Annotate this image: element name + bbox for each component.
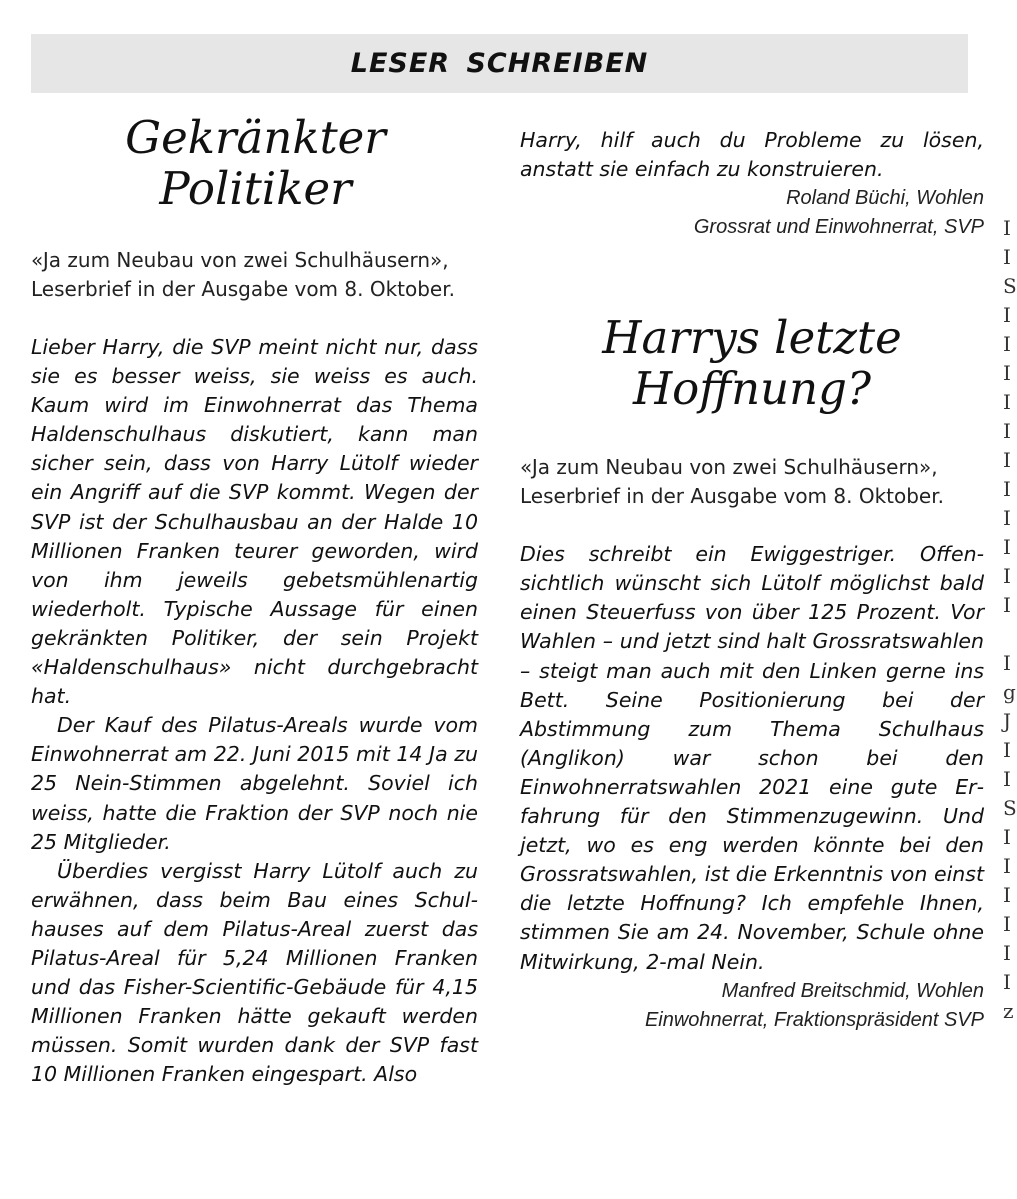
letter2-signature-name: Manfred Breitschmid, Wohlen <box>721 979 984 1002</box>
letter1-paragraph-2: Der Kauf des Pilatus-Areals wurde vom Einwohnerrat am 22. Juni 2015 mit 14 Ja zu 25 Nein-Stimmen abgelehnt. Soviel ich weiss, hatte die Fraktion der SVP noch nie 25 Mitglieder. <box>31 713 478 854</box>
letter1-signature-role: Grossrat und Einwohnerrat, SVP <box>693 216 984 239</box>
letter-politiker <box>31 112 478 1089</box>
section-title: LESER SCHREIBEN <box>350 48 649 79</box>
letter2-headline-line2: Hoffnung? <box>632 362 872 416</box>
letter2-signature-role: Einwohnerrat, Fraktionspräsident SVP <box>644 1008 984 1031</box>
letter2-headline-line1: Harrys letzte <box>602 311 902 365</box>
letter1-continuation: Harry, hilf auch du Probleme zu lösen, anstatt sie einfach zu konstruieren. <box>520 128 984 182</box>
letter1-paragraph-1: Lieber Harry, die SVP meint nicht nur, dass sie es besser weiss, sie weiss es auch. Kaum wird im Einwohnerrat das Thema Haldenschulhaus diskutiert, kann man sicher sein, dass von Harry Lütolf wieder ein Angriff auf die SVP kommt. Wegen der SVP ist der Schulhausbau an der Halde 10 Millionen Franken teurer geworden, wird von ihm jeweils gebetsmühlenartig wiederholt. Typische Aussage für einen gekränkten Politiker, der sein Projekt «Haldenschulhaus» nicht durchgebracht hat. <box>31 335 478 709</box>
letter2-reference-line1: «Ja zum Neubau von zwei Schulhäusern», <box>520 455 938 480</box>
adjacent-column-edge: I I S I I I I I I I I I I I I g J I I S I I I I I I z <box>1003 216 1017 1023</box>
letter1-headline <box>23 112 488 214</box>
right-column <box>520 126 984 1035</box>
letter1-headline-line1: Gekränkter <box>125 111 386 164</box>
letter1-body <box>31 333 478 1089</box>
letter1-reference-line2: Leserbrief in der Ausgabe vom 8. Oktober. <box>31 277 455 301</box>
letter2-reference <box>520 453 984 511</box>
section-header-bar <box>31 34 968 93</box>
letter1-signature-name: Roland Büchi, Wohlen <box>786 187 984 210</box>
letter1-paragraph-3: Überdies vergisst Harry Lütolf auch zu erwähnen, dass beim Bau eines Schulhauses auf dem Pilatus-Areal zuerst das Pilatus-Areal für 5,24 Millionen Franken und das Fisher-Scientific-Gebäude für 4,15 Millionen Franken hätte gekauft werden müssen. Somit wurden dank der SVP fast 10 Millionen Franken eingespart. Also <box>31 858 478 1087</box>
letter1-reference <box>31 246 478 304</box>
letter2-reference-line2: Leserbrief in der Ausgabe vom 8. Oktober. <box>520 484 944 509</box>
letter2-body: Dies schreibt ein Ewiggestriger. Offensichtlich wünscht sich Lütolf möglichst bald einen Steuerfuss von über 125 Prozent. Vor Wahlen – und jetzt sind halt Grossratswahlen – steigt man auch mit den Linken gerne ins Bett. Seine Positionierung bei der Abstimmung zum Thema Schulhaus (Anglikon) war schon bei den Einwohnerratswahlen 2021 eine gute Erfahrung für den Stimmenzugewinn. Und jetzt, wo es eng werden könnte bei den Grossratswahlen, ist die Erkenntnis von einst die letzte Hoffnung? Ich empfehle Ihnen, stimmen Sie am 24. November, Schule ohne Mitwirkung, 2-mal Nein. <box>520 542 984 974</box>
letter1-headline-line2: Politiker <box>159 162 352 215</box>
letter1-reference-line1: «Ja zum Neubau von zwei Schulhäusern», <box>31 248 449 272</box>
letter2-headline <box>520 312 984 414</box>
